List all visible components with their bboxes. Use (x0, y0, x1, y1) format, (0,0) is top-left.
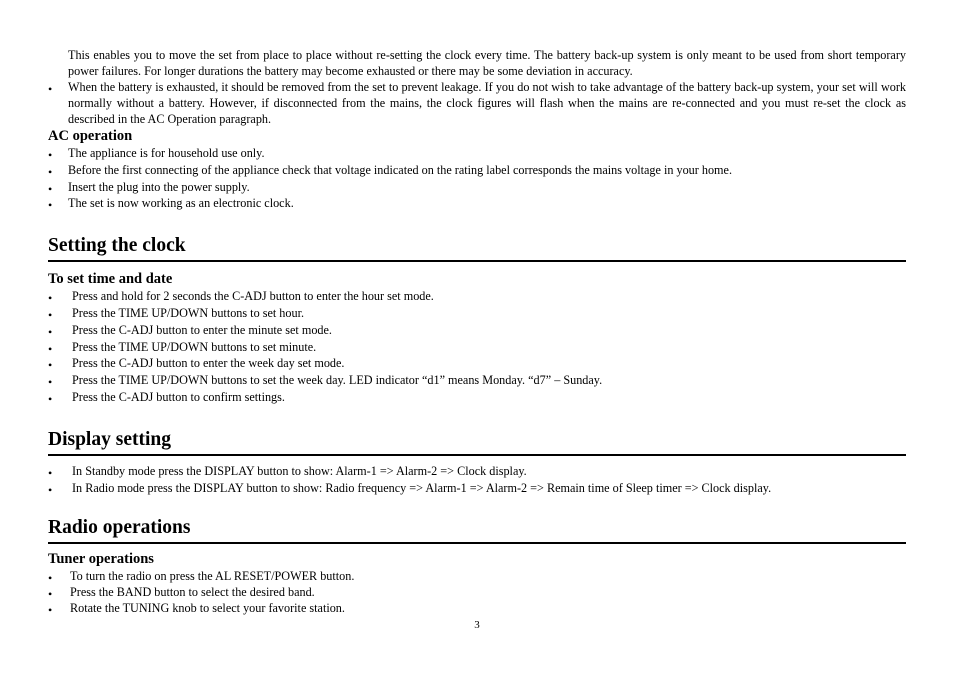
display-setting-title: Display setting (48, 427, 906, 456)
list-item (48, 145, 906, 162)
bullet-icon: • (48, 571, 53, 586)
page-number: 3 (474, 619, 480, 631)
list-item (48, 179, 906, 196)
bullet-icon: • (48, 324, 53, 339)
list-item-text: Press the TIME UP/DOWN buttons to set hour. (72, 305, 305, 320)
list-item (48, 389, 906, 406)
bullet-icon: • (48, 181, 53, 196)
list-item (48, 584, 906, 600)
set-time-date-heading: To set time and date (48, 271, 173, 288)
tuner-operations-heading: Tuner operations (48, 551, 154, 568)
list-item (48, 195, 906, 212)
list-item (48, 322, 906, 339)
list-item (48, 288, 906, 305)
bullet-icon: • (48, 375, 53, 390)
list-item-text: When the battery is exhausted, it should be removed from the set to prevent leakage. If you do not wish to take advantage of the battery back-up system, your set will work normally without a battery. However, if disconnected from the mains, the clock figures will flash when the mains are re-connected and you must re-set the clock as described in the AC Operation paragraph. (68, 80, 906, 126)
bullet-icon: • (48, 587, 53, 602)
list-item (48, 372, 906, 389)
list-item-text: Rotate the TUNING knob to select your favorite station. (70, 601, 345, 616)
list-item-text: The set is now working as an electronic clock. (68, 196, 294, 211)
bullet-icon: • (48, 198, 53, 213)
display-setting-list (48, 463, 906, 497)
ac-operation-heading: AC operation (48, 128, 133, 144)
list-item-text: Press the C-ADJ button to enter the minute set mode. (72, 322, 332, 337)
bullet-icon: • (48, 465, 53, 480)
bullet-icon: • (48, 341, 53, 356)
list-item-text: In Standby mode press the DISPLAY button to show: Alarm-1 => Alarm-2 => Clock display. (72, 463, 527, 478)
list-item (48, 568, 906, 584)
list-item-text: Before the first connecting of the appliance check that voltage indicated on the rating label corresponds the mains voltage in your home. (68, 162, 732, 177)
list-item-text: Press the C-ADJ button to enter the week day set mode. (72, 356, 345, 371)
list-item (48, 480, 906, 497)
bullet-icon: • (48, 307, 53, 322)
battery-backup-paragraph: This enables you to move the set from place to place without re-setting the clock every time. The battery back-up system is only meant to be used from short temporary power failures. For longer durations the battery may become exhausted or there may be some deviation in accuracy. (68, 48, 906, 78)
list-item-text: Press the BAND button to select the desired band. (70, 585, 315, 600)
bullet-icon: • (48, 482, 53, 497)
ac-operation-list (48, 145, 906, 212)
list-item-text: In Radio mode press the DISPLAY button to show: Radio frequency => Alarm-1 => Alarm-2 => Remain time of Sleep timer => Clock display. (72, 480, 772, 495)
bullet-icon: • (48, 291, 53, 306)
list-item-text: Insert the plug into the power supply. (68, 179, 250, 194)
list-item (48, 355, 906, 372)
radio-operations-title: Radio operations (48, 515, 906, 544)
list-item (48, 600, 906, 616)
bullet-icon: • (48, 603, 53, 618)
battery-bullet-list (48, 79, 906, 127)
list-item-text: Press the TIME UP/DOWN buttons to set minute. (72, 339, 317, 354)
list-item (48, 79, 906, 127)
list-item-text: The appliance is for household use only. (68, 146, 265, 160)
bullet-icon: • (48, 358, 53, 373)
manual-page (48, 47, 906, 616)
list-item-text: Press the C-ADJ button to confirm settings. (72, 389, 285, 404)
bullet-icon: • (48, 164, 53, 179)
list-item (48, 162, 906, 179)
list-item (48, 305, 906, 322)
list-item-text: Press the TIME UP/DOWN buttons to set the week day. LED indicator “d1” means Monday. “d7” – Sunday. (72, 373, 603, 388)
list-item-text: Press and hold for 2 seconds the C-ADJ button to enter the hour set mode. (72, 289, 434, 304)
list-item-text: To turn the radio on press the AL RESET/POWER button. (70, 569, 355, 584)
bullet-icon: • (48, 391, 53, 406)
tuner-operations-list (48, 568, 906, 616)
setting-clock-title: Setting the clock (48, 233, 906, 262)
list-item (48, 463, 906, 480)
bullet-icon: • (48, 148, 53, 162)
bullet-icon: • (48, 82, 53, 96)
list-item (48, 339, 906, 356)
set-time-date-list (48, 288, 906, 406)
